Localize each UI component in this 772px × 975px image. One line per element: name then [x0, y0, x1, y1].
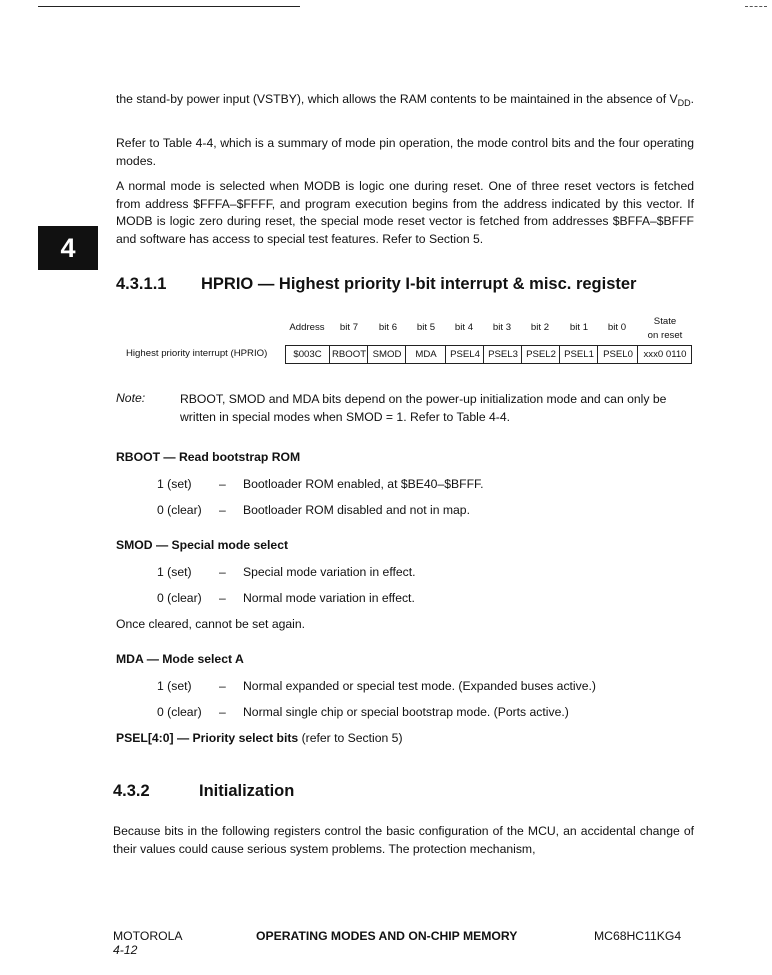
bit-psel4: PSEL4 [445, 346, 484, 363]
bit-psel2: PSEL2 [521, 346, 560, 363]
note-label: Note: [116, 391, 146, 405]
smod-clear-dash: – [219, 591, 226, 605]
rboot-heading: RBOOT — Read bootstrap ROM [116, 450, 301, 464]
bit-psel3: PSEL3 [483, 346, 522, 363]
header-bit1: bit 1 [569, 322, 589, 333]
section-number-432: 4.3.2 [113, 782, 150, 800]
section-title: HPRIO — Highest priority I-bit interrupt & misc. register [201, 275, 637, 293]
register-address: $003C [293, 349, 322, 360]
bit-rboot: RBOOT [329, 346, 368, 363]
mda-clear-label: 0 (clear) [157, 705, 202, 719]
smod-set-text: Special mode variation in effect. [243, 565, 416, 579]
top-dash-rule [745, 6, 767, 7]
smod-note: Once cleared, cannot be set again. [116, 617, 306, 631]
paragraph-initialization: Because bits in the following registers control the basic configuration of the MCU, an accidental change of their values could cause serious system problems. The protection mechanism, [113, 824, 694, 856]
footer-chapter-title: OPERATING MODES AND ON-CHIP MEMORY [256, 929, 518, 943]
paragraph-vstby-text: the stand-by power input (VSTBY), which allows the RAM contents to be maintained in the absence of V [116, 92, 678, 106]
paragraph-table-ref: Refer to Table 4-4, which is a summary of mode pin operation, the mode control bits and the four operating modes. [116, 136, 694, 168]
bit-smod: SMOD [367, 346, 406, 363]
footer-motorola: MOTOROLA [113, 929, 183, 943]
header-bit0: bit 0 [607, 322, 627, 333]
smod-clear-label: 0 (clear) [157, 591, 202, 605]
rboot-set-label: 1 (set) [157, 477, 192, 491]
register-hprio [285, 345, 692, 364]
vdd-subscript: DD [677, 98, 691, 108]
mda-clear-text: Normal single chip or special bootstrap mode. (Ports active.) [243, 705, 569, 719]
register-row-label: Highest priority interrupt (HPRIO) [126, 348, 268, 359]
header-address: Address [289, 322, 325, 333]
bit-psel1: PSEL1 [559, 346, 598, 363]
section-heading-hprio [116, 275, 696, 297]
smod-set-dash: – [219, 565, 226, 579]
psel-suffix: (refer to Section 5) [298, 731, 403, 745]
smod-set-label: 1 (set) [157, 565, 192, 579]
smod-clear-text: Normal mode variation in effect. [243, 591, 415, 605]
header-bit5: bit 5 [416, 322, 436, 333]
smod-heading: SMOD — Special mode select [116, 538, 289, 552]
rboot-set-dash: – [219, 477, 226, 491]
rboot-clear-dash: – [219, 503, 226, 517]
header-state: State [653, 316, 677, 327]
section-heading-initialization [113, 782, 693, 804]
paragraph-vstby [116, 91, 694, 109]
header-bit3: bit 3 [492, 322, 512, 333]
section-number: 4.3.1.1 [116, 275, 167, 293]
rboot-set-text: Bootloader ROM enabled, at $BE40–$BFFF. [243, 477, 484, 491]
header-bit4: bit 4 [454, 322, 474, 333]
paragraph-normal-mode: A normal mode is selected when MODB is logic one during reset. One of three reset vectors is fetched from address $FFFA–$FFFF, and program execution begins from the address indicated by this vector. If MODB is logic zero during reset, the special mode reset vector is fetched from addresses $BFFA–$BFFF and software has access to special test features. Refer to Section 5. [116, 179, 694, 246]
bit-mda: MDA [405, 346, 446, 363]
mda-set-text: Normal expanded or special test mode. (Expanded buses active.) [243, 679, 596, 693]
footer-page-number: 4-12 [113, 943, 138, 957]
header-on-reset: on reset [647, 330, 683, 341]
header-bit2: bit 2 [530, 322, 550, 333]
psel-line [116, 731, 403, 745]
rboot-clear-label: 0 (clear) [157, 503, 202, 517]
mda-set-dash: – [219, 679, 226, 693]
reset-state: xxx0 0110 [637, 346, 692, 363]
rboot-clear-text: Bootloader ROM disabled and not in map. [243, 503, 470, 517]
header-bit7: bit 7 [339, 322, 359, 333]
mda-clear-dash: – [219, 705, 226, 719]
header-bit6: bit 6 [378, 322, 398, 333]
footer-part-number: MC68HC11KG4 [594, 929, 682, 943]
chapter-tab: 4 [38, 226, 98, 270]
mda-heading: MDA — Mode select A [116, 652, 244, 666]
note-text: RBOOT, SMOD and MDA bits depend on the power-up initialization mode and can only be written in special modes when SMOD = 1. Refer to Table 4-4. [180, 392, 667, 424]
top-rule [38, 6, 300, 7]
psel-heading: PSEL[4:0] — Priority select bits [116, 731, 299, 745]
bit-psel0: PSEL0 [597, 346, 638, 363]
paragraph-vstby-end: . [690, 92, 694, 106]
mda-set-label: 1 (set) [157, 679, 192, 693]
section-title-432: Initialization [199, 782, 295, 800]
